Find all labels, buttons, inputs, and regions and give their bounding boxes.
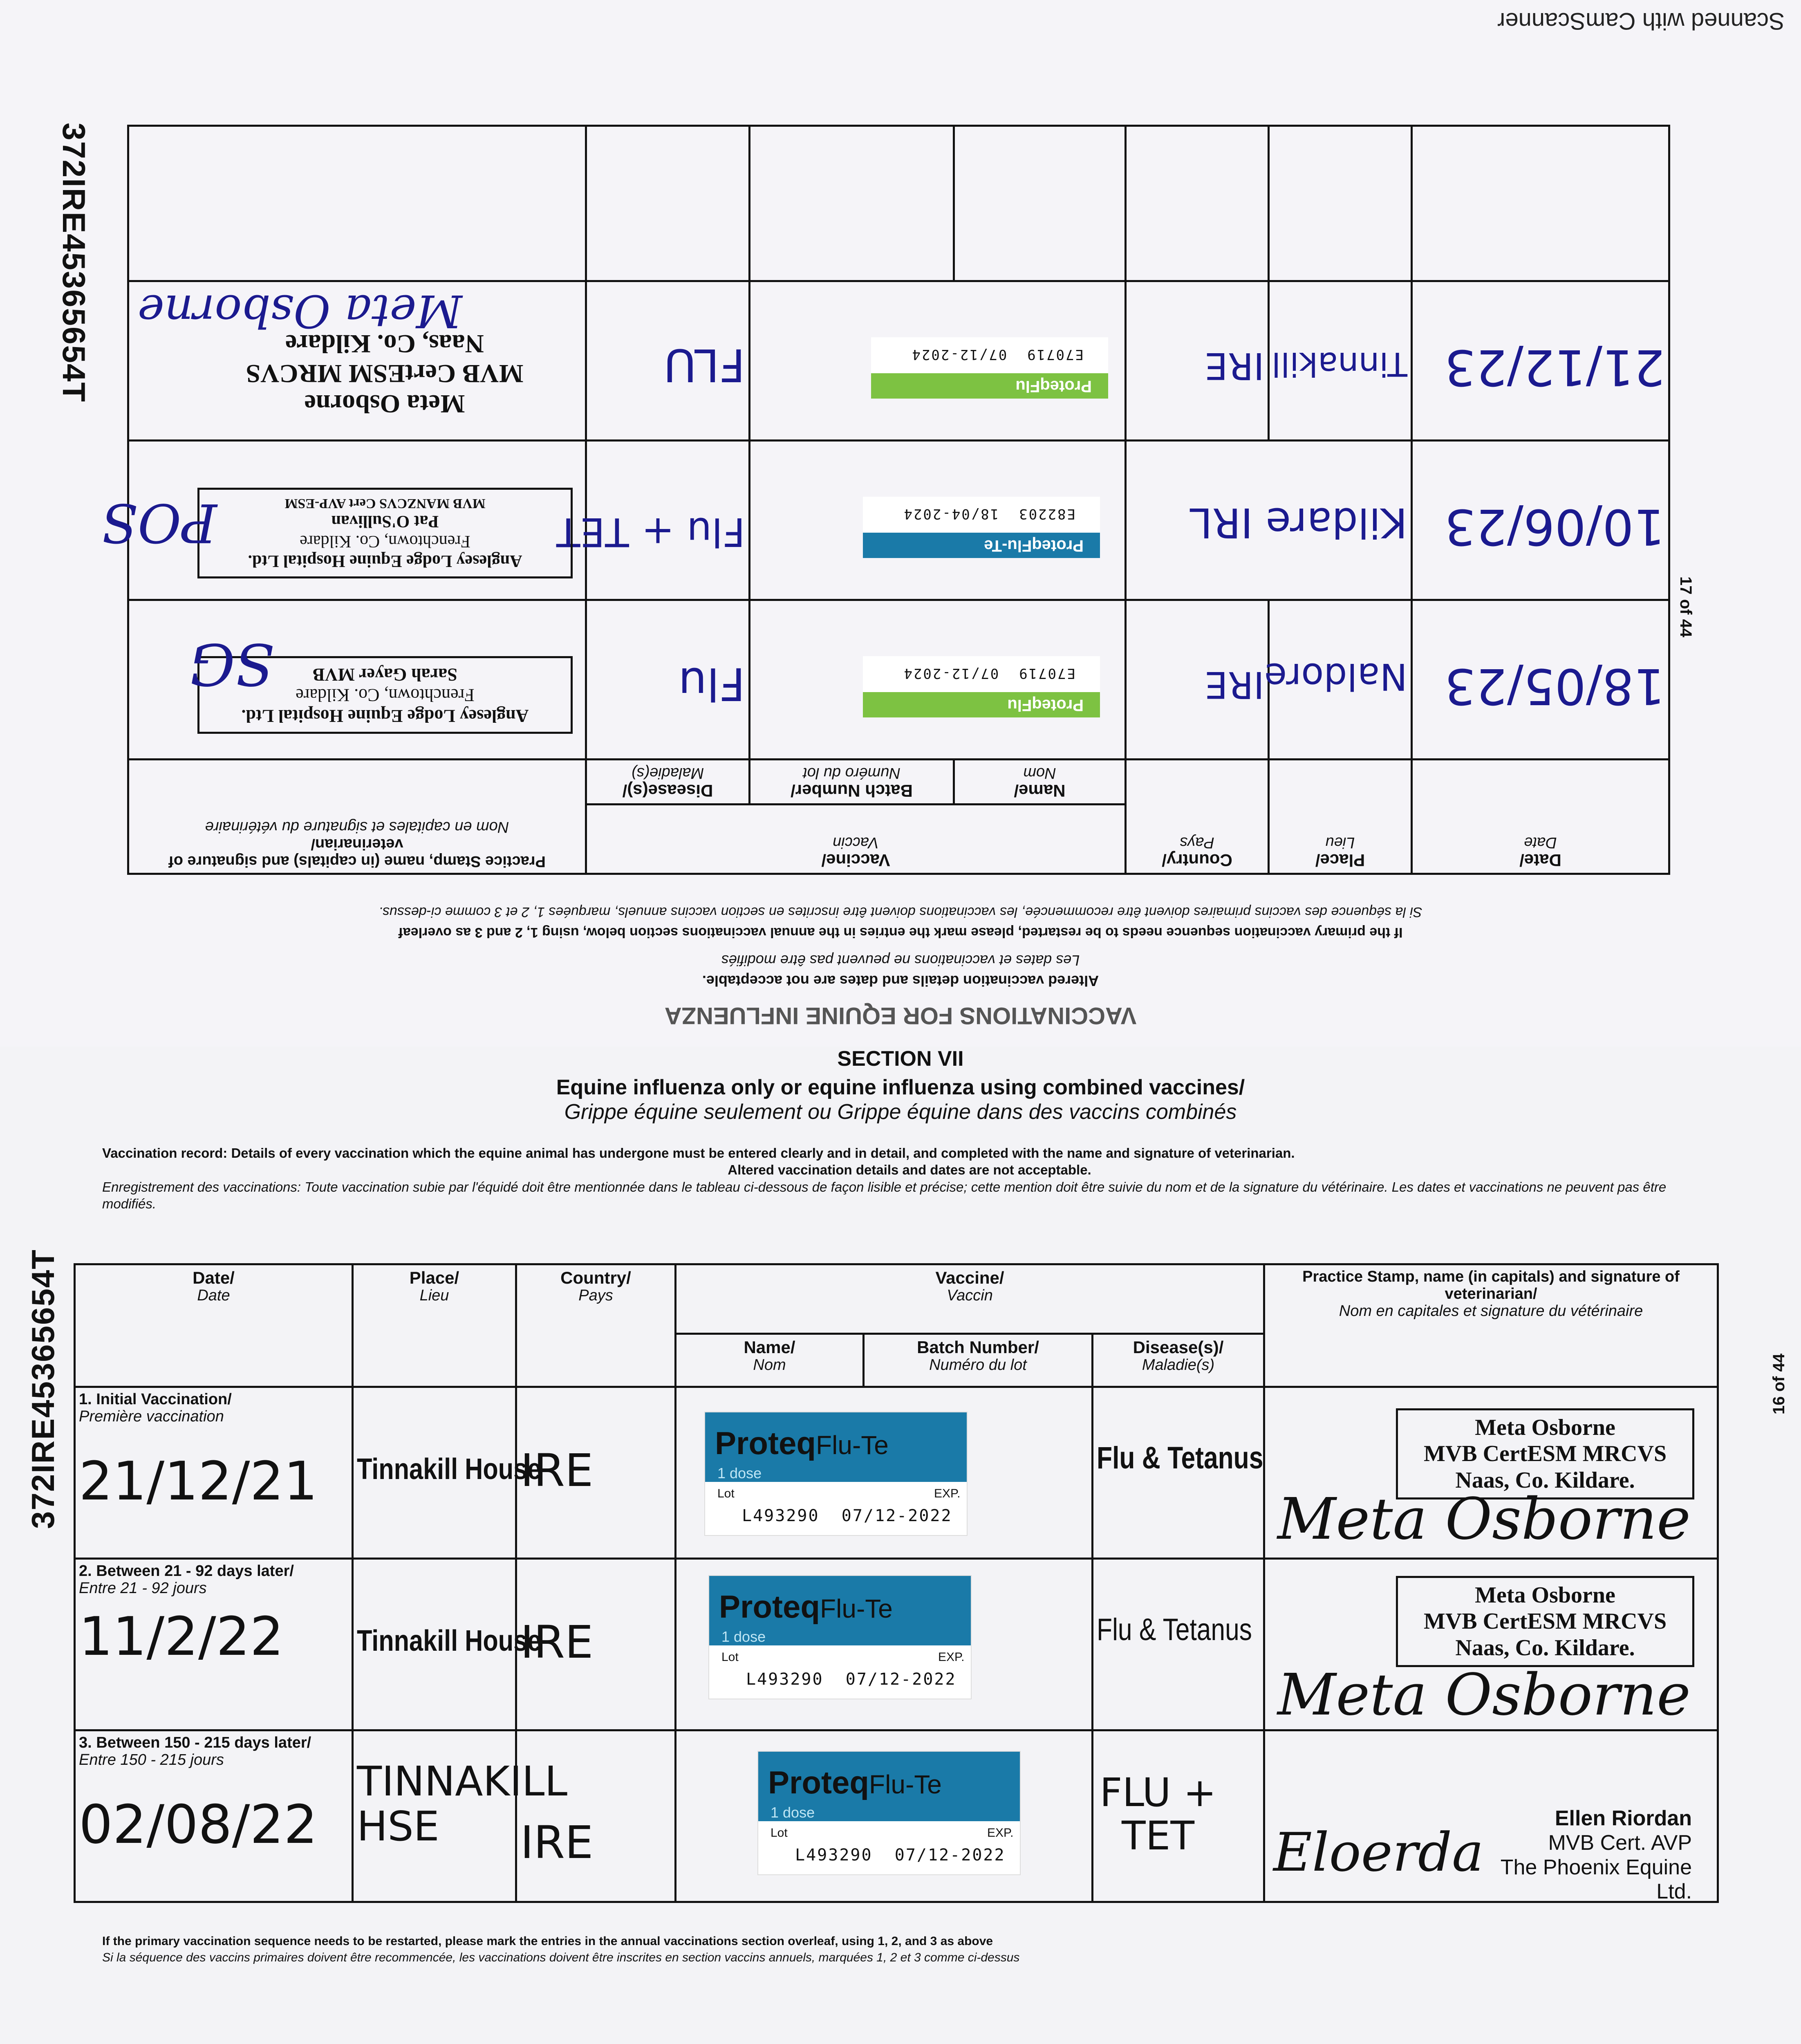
row1-country: IRE bbox=[520, 1444, 594, 1497]
row2-place: Tinnakill House bbox=[357, 1625, 542, 1657]
top-row1-practice-stamp: Anglesey Lodge Equine Hospital Ltd. Frenchtown, Co. Kildare Sarah Gayer MVB bbox=[197, 656, 573, 734]
table-row bbox=[128, 600, 1669, 760]
row3-vaccine-sticker: ProteqFlu-Te 1 dose Lot EXP. L493290 07/12-2022 bbox=[758, 1752, 1020, 1874]
top-row2-signature: POS bbox=[101, 492, 217, 554]
row1-disease-cell bbox=[1093, 1387, 1264, 1559]
row3-practice-stamp: Ellen Riordan MVB Cert. AVP The Phoenix Equine Ltd. bbox=[1500, 1806, 1692, 1904]
top-row1-disease: Flu bbox=[586, 600, 749, 760]
top-row1-country: IRE bbox=[1126, 600, 1269, 760]
row1-vaccine-sticker: ProteqFlu-Te 1 dose Lot EXP. L493290 07/12-2022 bbox=[705, 1412, 967, 1535]
row2-date-cell bbox=[75, 1559, 353, 1730]
top-row3-practice-stamp: Meta Osborne MVB CertESM MRCVS Naas, Co. Kildare bbox=[246, 329, 524, 419]
top-header-stamp: Practice Stamp, name (in capitals) and signature of veterinarian/ Nom en capitales et signature du vétérinaire bbox=[128, 760, 586, 874]
top-passport-id: 372IRE45365654T bbox=[56, 123, 92, 403]
top-row2-date: 10/06/23 bbox=[1412, 441, 1669, 600]
row2-practice-stamp: Meta Osborne MVB CertESM MRCVS Naas, Co. Kildare. bbox=[1396, 1576, 1694, 1667]
bottom-passport-id: 372IRE45365654T bbox=[25, 1249, 61, 1529]
row2-place-cell bbox=[353, 1559, 542, 1730]
record-label-fr: Enregistrement des vaccinations: bbox=[102, 1179, 301, 1195]
row2-date: 11/2/22 bbox=[79, 1605, 284, 1667]
row1-sticker-cell bbox=[676, 1387, 1093, 1559]
top-row3-sticker-cell bbox=[750, 281, 1126, 441]
header-place: Place/ Lieu bbox=[353, 1264, 516, 1387]
top-row3-vaccine-sticker: ProteqFlu E70719 07/12-2024 bbox=[871, 337, 1108, 399]
footer-restart-en: If the primary vaccination sequence needs to be restarted, please mark the entries in the annual vaccinations section overleaf, using 1, 2, and 3 as above bbox=[102, 1934, 993, 1948]
row1-date: 21/12/21 bbox=[79, 1450, 318, 1512]
top-header-name: Name/ Nom bbox=[954, 760, 1126, 805]
row2-vaccine-sticker: ProteqFlu-Te 1 dose Lot EXP. L493290 07/12-2022 bbox=[709, 1576, 971, 1699]
row2-country: IRE bbox=[520, 1616, 594, 1668]
table-row bbox=[75, 1559, 1718, 1730]
row1-practice-stamp: Meta Osborne MVB CertESM MRCVS Naas, Co. Kildare. bbox=[1396, 1408, 1694, 1499]
header-stamp: Practice Stamp, name (in capitals) and signature of veterinarian/ Nom en capitales et signature du vétérinaire bbox=[1264, 1264, 1718, 1387]
row3-signature: Eloerda bbox=[1273, 1821, 1484, 1883]
top-row2-stamp-cell bbox=[101, 441, 586, 600]
bottom-page-number: 16 of 44 bbox=[1770, 1354, 1788, 1414]
top-heading: VACCINATIONS FOR EQUINE INFLUENZA bbox=[664, 1002, 1137, 1029]
row1-signature: Meta Osborne bbox=[1277, 1486, 1691, 1553]
top-page-number: 17 of 44 bbox=[1677, 576, 1695, 637]
section-title-en: Equine influenza only or equine influenza using combined vaccines/ bbox=[556, 1076, 1245, 1099]
top-header-country: Country/ Pays bbox=[1126, 760, 1269, 874]
row2-sticker-cell bbox=[676, 1559, 1093, 1730]
top-vaccination-table bbox=[101, 125, 1670, 875]
table-row bbox=[128, 441, 1669, 600]
record-text-en: Details of every vaccination which the equine animal has undergone must be entered clearly and in detail, and completed with the name and signature of veterinarian. bbox=[231, 1145, 1295, 1161]
top-row1-vaccine-sticker: ProteqFlu E70719 07/12-2024 bbox=[863, 656, 1100, 717]
table-row bbox=[75, 1730, 1718, 1902]
row3-country: IRE bbox=[520, 1816, 594, 1869]
bottom-vaccination-table bbox=[74, 1263, 1719, 1903]
footer-restart-fr: Si la séquence des vaccins primaires doivent être recommencée, les vaccinations doivent être inscrites en section vaccins annuels, marquées 1, 2 et 3 comme ci-dessus bbox=[102, 1951, 1020, 1964]
top-row1-place: Naldore bbox=[1269, 600, 1412, 760]
row1-place-cell bbox=[353, 1387, 542, 1559]
row3-disease-cell bbox=[1093, 1730, 1264, 1902]
row2-signature: Meta Osborne bbox=[1277, 1662, 1691, 1728]
top-altered-en: Altered vaccination details and dates are not acceptable. bbox=[702, 973, 1099, 989]
top-row1-date: 18/05/23 bbox=[1412, 600, 1669, 760]
header-batch: Batch Number/ Numéro du lot bbox=[864, 1334, 1093, 1387]
table-row bbox=[128, 281, 1669, 441]
row1-place: Tinnakill House bbox=[357, 1453, 542, 1486]
header-vaccine: Vaccine/ Vaccin bbox=[676, 1264, 1264, 1334]
top-row2-sticker-cell bbox=[750, 441, 1126, 600]
record-text-fr: Toute vaccination subie par l'équidé doit être mentionnée dans le tableau ci-dessous de façon lisible et précise; cette mention doit être suivie du nom et de la signature du vétérinaire. Les dates et vaccinations ne peuvent pas être modifiés. bbox=[102, 1179, 1667, 1211]
top-row1-signature: SG bbox=[189, 630, 274, 697]
table-row bbox=[75, 1387, 1718, 1559]
top-altered-fr: Les dates et vaccinations ne peuvent pas être modifiés bbox=[721, 952, 1080, 969]
row1-label: 1. Initial Vaccination/ Première vaccination bbox=[79, 1391, 232, 1425]
row3-date-cell bbox=[75, 1730, 353, 1902]
top-header-place: Place/ Lieu bbox=[1269, 760, 1412, 874]
row3-stamp-cell bbox=[1264, 1730, 1718, 1902]
header-country: Country/ Pays bbox=[516, 1264, 676, 1387]
top-row3-country: IRE bbox=[1126, 281, 1269, 441]
scanner-watermark: Scanned with CamScanner bbox=[1497, 8, 1785, 34]
row3-label: 3. Between 150 - 215 days later/ Entre 150 - 215 jours bbox=[79, 1734, 311, 1768]
top-header-vaccine: Vaccine/ Vaccin bbox=[586, 805, 1125, 874]
top-header-date: Date/ Date bbox=[1412, 760, 1669, 874]
header-name: Name/ Nom bbox=[676, 1334, 864, 1387]
top-restart-en: If the primary vaccination sequence needs to be restarted, please mark the entries in the annual vaccinations section below, using 1, 2 and 3 as overleaf bbox=[398, 925, 1403, 940]
top-row3-stamp-cell bbox=[128, 281, 586, 441]
record-altered: Altered vaccination details and dates are not acceptable. bbox=[728, 1162, 1091, 1178]
top-row3-signature: Meta Osborne bbox=[137, 285, 462, 337]
header-disease: Disease(s)/ Maladie(s) bbox=[1093, 1334, 1264, 1387]
record-instructions bbox=[102, 1145, 1717, 1212]
top-header-disease: Disease(s)/ Maladie(s) bbox=[586, 760, 749, 805]
row1-stamp-cell bbox=[1264, 1387, 1718, 1559]
top-row1-sticker-cell bbox=[750, 600, 1126, 760]
row2-disease-cell bbox=[1093, 1559, 1264, 1730]
top-row2-disease: Flu + TET bbox=[586, 441, 749, 600]
top-restart-fr: Si la séquence des vaccins primaires doivent être recommencée, les vaccinations doivent être inscrites en section vaccins annuels, marquées 1, 2 et 3 comme ci-dessus. bbox=[379, 904, 1422, 920]
row2-label: 2. Between 21 - 92 days later/ Entre 21 - 92 jours bbox=[79, 1562, 294, 1597]
table-row bbox=[128, 126, 1669, 281]
row3-date: 02/08/22 bbox=[79, 1793, 318, 1856]
header-date: Date/ Date bbox=[75, 1264, 353, 1387]
row2-disease: Flu & Tetanus bbox=[1097, 1612, 1252, 1647]
section-title-fr: Grippe équine seulement ou Grippe équine dans des vaccins combinés bbox=[564, 1100, 1237, 1124]
top-row3-disease: FLU bbox=[586, 281, 749, 441]
section-heading: SECTION VII bbox=[837, 1047, 964, 1071]
row2-country-cell bbox=[516, 1559, 676, 1730]
top-row2-place: Kildare IRL bbox=[1126, 441, 1412, 600]
record-label-en: Vaccination record: bbox=[102, 1145, 228, 1161]
row2-stamp-cell bbox=[1264, 1559, 1718, 1730]
top-row2-vaccine-sticker: ProteqFlu-Te E82203 18/04-2024 bbox=[863, 497, 1100, 558]
row3-country-cell bbox=[516, 1730, 676, 1902]
bottom-page-16 bbox=[0, 1047, 1801, 2044]
top-row2-practice-stamp: Anglesey Lodge Equine Hospital Ltd. Frenchtown, Co. Kildare Pat O'Sullivan MVB MANZCVS Cert AVP-ESM bbox=[197, 488, 573, 578]
top-header-batch: Batch Number/ Numéro du lot bbox=[750, 760, 954, 805]
row1-country-cell bbox=[516, 1387, 676, 1559]
top-row3-place: Tinnakill bbox=[1269, 281, 1412, 441]
row1-disease: Flu & Tetanus bbox=[1097, 1441, 1263, 1475]
top-row1-stamp-cell bbox=[128, 600, 586, 760]
top-row3-date: 21/12/23 bbox=[1412, 281, 1669, 441]
row3-sticker-cell bbox=[676, 1730, 1093, 1902]
row1-date-cell bbox=[75, 1387, 353, 1559]
row3-disease: FLU + TET bbox=[1100, 1770, 1216, 1859]
row3-place: TINNAKILL HSE bbox=[357, 1757, 568, 1850]
